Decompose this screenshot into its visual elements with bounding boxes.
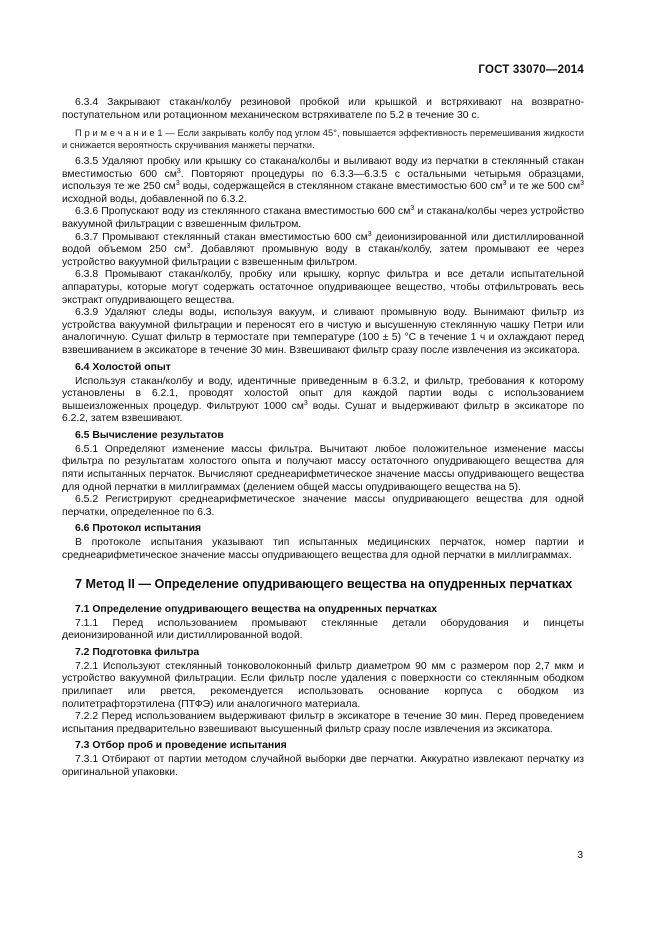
paragraph-6-3-4: 6.3.4 Закрывают стакан/колбу резиновой пробкой или крышкой и встряхивают на возвратно-поступательном или ротационном механическом встряхивателе по 5.2 в течение 30 с. [62,97,584,121]
paragraph-6-3-5: 6.3.5 Удаляют пробку или крышку со стакана/колбы и выливают воду из перчатки в стеклянный стакан вместимостью 600 $см^3$. Повторяют процедуры по 6.3.3—6.3.5 с остальными четырьмя образцами, используя те же 250 $см^3$ воды, содержащейся в стеклянном стакане вместимостью 600 $см^3$ и те же 500 $см^3$ исходной воды, добавленной по 6.3.2. [62,156,584,205]
paragraph-7-1-1: 7.1.1 Перед использованием промывают стеклянные детали оборудования и пинцеты деионизированной или дистиллированной водой. [62,617,584,642]
paragraph-6-5-1: 6.5.1 Определяют изменение массы фильтра. Вычитают любое положительное изменение массы фильтра по результатам холостого опыта и получают массу остаточного опудривающего вещества для пяти испытанных перчаток. Вычисляют среднеарифметическое значение массы опудривающего вещества для одной перчатки в миллиграммах (делением общей массы опудривающего вещества на 5). [62,443,584,493]
heading-6-6: 6.6 Протокол испытания [75,523,202,535]
page-number: 3 [577,850,583,861]
heading-7-2: 7.2 Подготовка фильтра [75,646,200,658]
paragraph-6-3-6: 6.3.6 Пропускают воду из стеклянного стакана вместимостью 600 $см^3$ и стакана/колбы через устройство вакуумной фильтрации с взвешенным фильтром. [62,205,584,230]
note-1: П р и м е ч а н и е 1 — Если закрывать колбу под углом 45°, повышается эффективность перемешивания жидкости и снижается вероятность скручивания манжеты перчатки. [62,127,584,150]
heading-6-4: 6.4 Холостой опыт [75,361,171,373]
paragraph-6-5-2: 6.5.2 Регистрируют среднеарифметическое значение массы опудривающего вещества для одной перчатки, определенное по 6.3. [62,494,584,518]
paragraph-6-3-9: 6.3.9 Удаляют следы воды, используя вакуум, и сливают промывную воду. Вынимают фильтр из устройства вакуумной фильтрации и переносят его в чистую и высушенную стеклянную чашку Петри или аналогичную. Сушат фильтр в термостате при температуре (100 ± 5) °С в течение 1 ч и охлаждают перед взвешиванием в эксикаторе в течение 30 мин. Взвешивают фильтр сразу после извлечения из эксикатора. [62,307,584,356]
heading-6-5: 6.5 Вычисление результатов [75,429,224,441]
paragraph-6-6: В протоколе испытания указывают тип испытанных медицинских перчаток, номер партии и среднеарифметическое значение массы опудривающего вещества для одной перчатки в миллиграммах. [62,537,584,562]
heading-7-3: 7.3 Отбор проб и проведение испытания [75,740,287,752]
heading-7-1: 7.1 Определение опудривающего вещества на опудренных перчатках [75,603,438,615]
page-body [62,62,584,780]
heading-section-7: 7 Метод II — Определение опудривающего вещества на опудренных перчатках [75,576,573,591]
paragraph-6-3-8: 6.3.8 Промывают стакан/колбу, пробку или крышку, корпус фильтра и все детали испытательной аппаратуры, которые могут содержать остаточное опудривающее вещество, чтобы отфильтровать весь экстракт опудривающего вещества. [62,269,584,306]
paragraph-6-4: Используя стакан/колбу и воду, идентичные приведенным в 6.3.2, и фильтр, требования к которому установлены в 6.2.1, проводят холостой опыт для каждой партии воды с использованием вышеизложенных процедур. Фильтруют 1000 $см^3$ воды. Сушат и выдерживают фильтр в эксикаторе по 6.2.2, затем взвешивают. [62,375,584,425]
paragraph-7-2-2: 7.2.2 Перед использованием выдерживают фильтр в эксикаторе в течение 30 мин. Перед проведением испытания предварительно взвешивают высушенный фильтр сразу после извлечения из эксикатора. [62,711,584,735]
paragraph-7-3-1: 7.3.1 Отбирают от партии методом случайной выборки две перчатки. Аккуратно извлекают перчатку из оригинальной упаковки. [62,754,584,778]
paragraph-6-3-7: 6.3.7 Промывают стеклянный стакан вместимостью 600 $см^3$ деионизированной или дистиллированной водой объемом 250 $см^3$. Добавляют промывную воду в стакан/колбу, затем промывают ее через устройство вакуумной фильтрации с взвешенным фильтром. [62,230,584,268]
document-header: ГОСТ 33070—2014 [478,64,584,76]
paragraph-7-2-1: 7.2.1 Используют стеклянный тонковолоконный фильтр диаметром 90 мм с размером пор 2,7 мкм и устройство вакуумной фильтрации. Если фильтр после удаления с поверхности со стеклянным ободком прилипает или рвется, рекомендуется использовать основание корпуса с ободком из политетрафторэтилена (ПТФЭ) или аналогичного материала. [62,660,584,710]
